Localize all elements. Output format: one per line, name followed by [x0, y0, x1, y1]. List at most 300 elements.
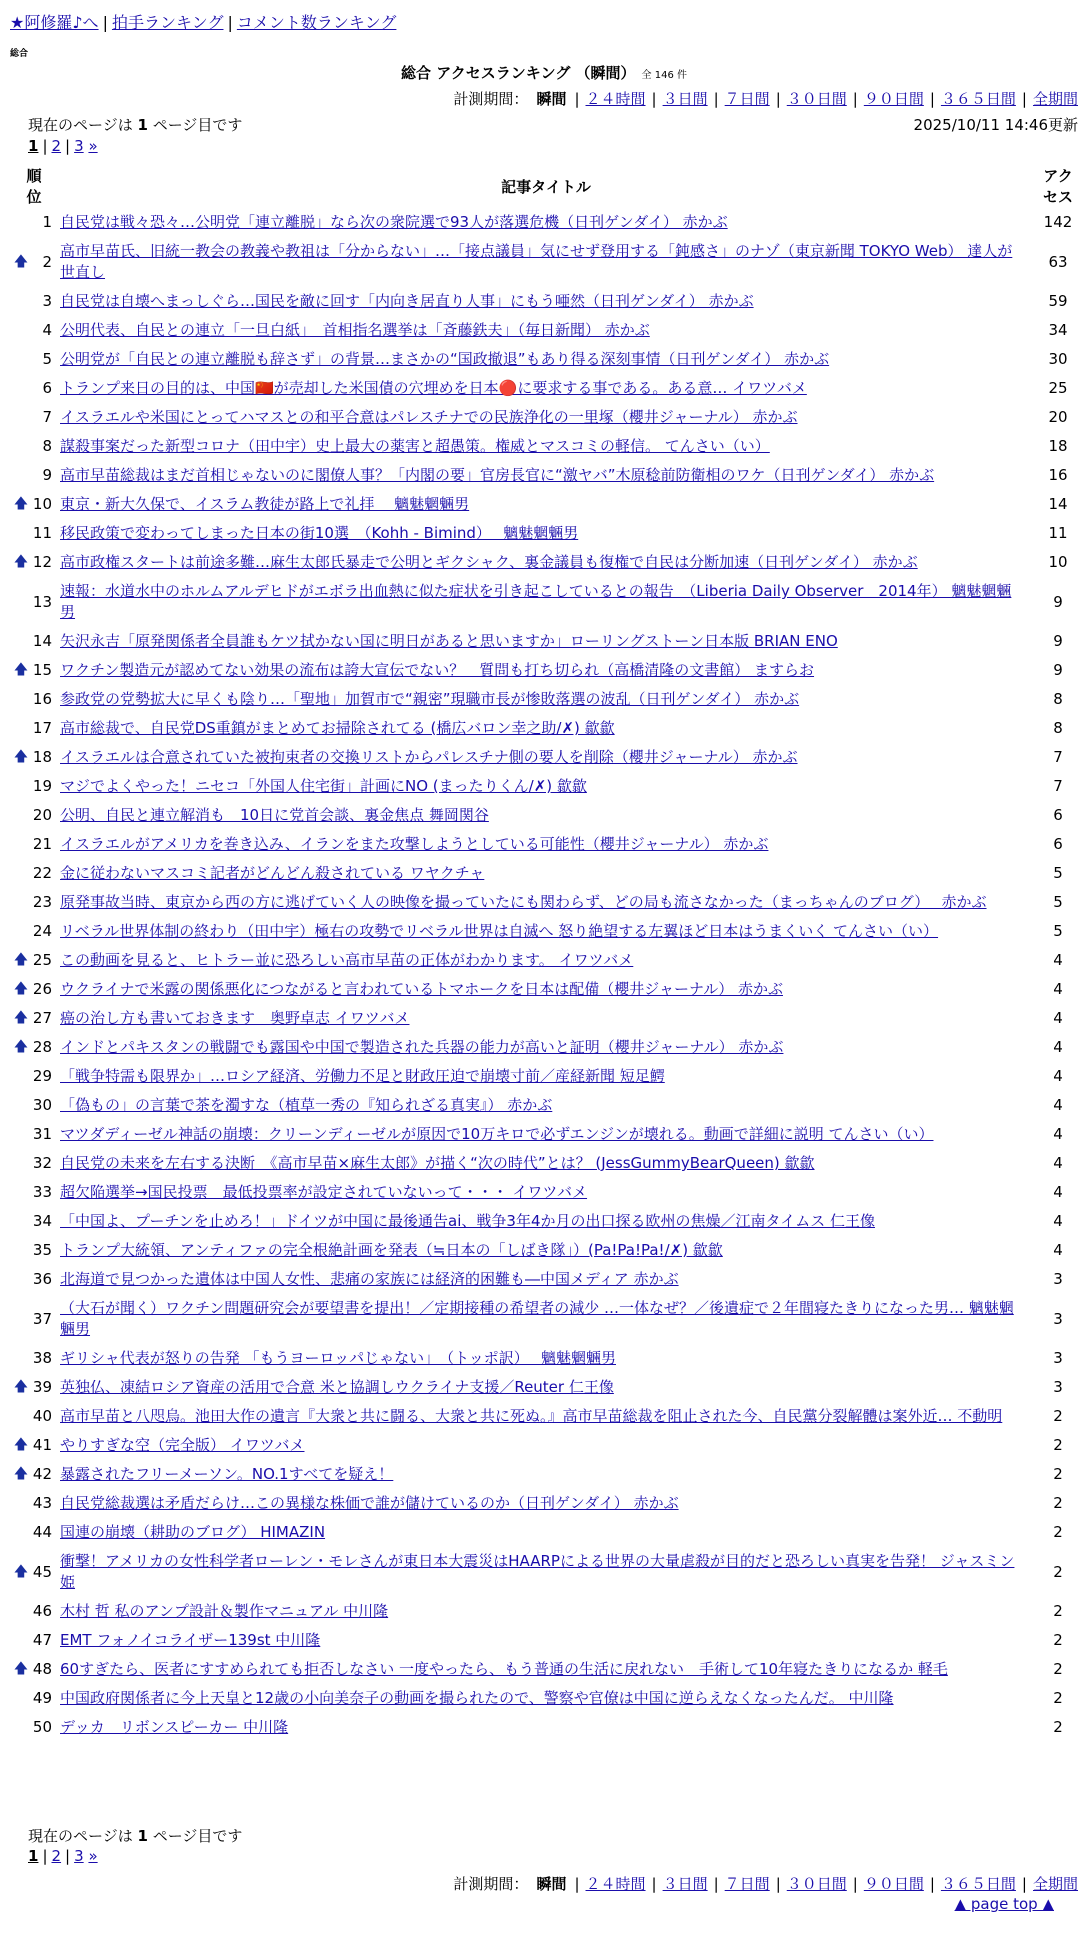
title-cell	[56, 1402, 1036, 1431]
up-arrow-icon: 🡅	[13, 554, 29, 570]
rank-number: 11	[32, 524, 52, 542]
article-link[interactable]: マジでよくやった！ニセコ「外国人住宅街」計画にNO (まったりくん/✗) 歙歙	[60, 777, 587, 795]
page-title	[0, 62, 1088, 83]
title-cell	[56, 685, 1036, 714]
table-row	[12, 432, 1080, 461]
status-line-bottom	[28, 1825, 1078, 1845]
table-row	[12, 519, 1080, 548]
title-cell	[56, 1236, 1036, 1265]
title-cell	[56, 1294, 1036, 1344]
period-link[interactable]: ２４時間	[585, 90, 646, 108]
rank-number: 50	[32, 1718, 52, 1736]
title-cell	[56, 1120, 1036, 1149]
rank-number: 46	[32, 1602, 52, 1620]
access-count: 4	[1053, 1038, 1063, 1056]
title-cell	[56, 1207, 1036, 1236]
rank-number: 2	[42, 252, 52, 271]
article-link[interactable]: 原発事故当時、東京から西の方に逃げていく人の映像を撮っていたにも関わらず、どの局も流さなかった（まっちゃんのブログ） 赤かぶ	[60, 893, 987, 911]
article-link[interactable]: 高市政権スタートは前途多難…麻生太郎氏暴走で公明とギクシャク、裏金議員も復権で自民は分断加速（日刊ゲンダイ） 赤かぶ	[60, 553, 918, 571]
title-cell	[56, 1431, 1036, 1460]
pager-separator: |	[42, 137, 48, 155]
table-row	[12, 345, 1080, 374]
access-count: 5	[1053, 893, 1063, 911]
rank-number: 44	[32, 1523, 52, 1541]
up-arrow-icon: 🡅	[13, 981, 29, 997]
article-link[interactable]: この動画を見ると、ヒトラー並に恐ろしい高市早苗の正体がわかります。 イワツバメ	[60, 951, 634, 969]
period-separator: |	[574, 1875, 580, 1893]
period-separator: |	[775, 1875, 781, 1893]
title-cell	[56, 316, 1036, 345]
page-top-link[interactable]: ▲ page top ▲	[954, 1895, 1054, 1913]
title-cell	[56, 1547, 1036, 1597]
article-link[interactable]: 自民党は戦々恐々…公明党「連立離脱」なら次の衆院選で93人が落選危機（日刊ゲンダイ） 赤かぶ	[60, 213, 728, 231]
article-link[interactable]: 癌の治し方も書いておきます 奥野卓志 イワツバメ	[60, 1009, 410, 1027]
title-cell	[56, 208, 1036, 237]
up-arrow-icon: 🡅	[13, 253, 29, 270]
article-link[interactable]: イスラエルがアメリカを巻き込み、イランをまた攻撃しようとしている可能性（櫻井ジャーナル） 赤かぶ	[60, 835, 769, 853]
article-link[interactable]: 英独仏、凍結ロシア資産の活用で合意 米と協調しウクライナ支援／Reuter 仁王像	[60, 1378, 614, 1396]
article-link[interactable]: 公明、自民と連立解消も 10日に党首会談、裏金焦点 舞岡関谷	[60, 806, 489, 824]
pager-separator: |	[42, 1847, 48, 1865]
access-count: 4	[1053, 1096, 1063, 1114]
title-cell	[56, 1655, 1036, 1684]
access-count: 3	[1053, 1270, 1063, 1288]
arrow-cell	[12, 577, 30, 627]
access-count: 2	[1053, 1407, 1063, 1425]
article-link[interactable]: 高市早苗総裁はまだ首相じゃないのに閣僚人事？「内閣の要」官房長官に“激ヤバ”木原稔前防衛相のワケ（日刊ゲンダイ） 赤かぶ	[60, 466, 935, 484]
access-count: 7	[1053, 748, 1063, 766]
title-cell	[56, 830, 1036, 859]
table-row	[12, 830, 1080, 859]
title-cell	[56, 743, 1036, 772]
title-cell	[56, 1713, 1036, 1742]
table-row	[12, 946, 1080, 975]
rank-number: 24	[32, 922, 52, 940]
period-label: 計測期間：	[453, 90, 529, 108]
rank-number: 20	[32, 806, 52, 824]
period-separator: |	[929, 90, 935, 108]
article-link[interactable]: 自民党総裁選は矛盾だらけ…この異様な株価で誰が儲けているのか（日刊ゲンダイ） 赤かぶ	[60, 1494, 679, 1512]
arrow-cell	[12, 1684, 30, 1713]
title-cell	[56, 237, 1036, 287]
pager-link[interactable]: 2	[51, 1847, 62, 1865]
access-count: 4	[1053, 980, 1063, 998]
article-link[interactable]: ウクライナで米露の関係悪化につながると言われているトマホークを日本は配備（櫻井ジャーナル） 赤かぶ	[60, 980, 783, 998]
title-cell	[56, 714, 1036, 743]
table-row	[12, 1489, 1080, 1518]
arrow-cell	[12, 1178, 30, 1207]
pager-link[interactable]: 2	[51, 137, 62, 155]
article-link[interactable]: 「戦争特需も限界か」…ロシア経済、労働力不足と財政圧迫で崩壊寸前／産経新聞 短足鰐	[60, 1067, 665, 1085]
period-separator: |	[852, 1875, 858, 1893]
period-separator: |	[651, 90, 657, 108]
period-link[interactable]: ３６５日間	[940, 90, 1016, 108]
title-cell	[56, 975, 1036, 1004]
pager-next-link[interactable]: »	[88, 137, 98, 155]
access-count: 3	[1053, 1378, 1063, 1396]
period-separator: |	[713, 1875, 719, 1893]
title-cell	[56, 432, 1036, 461]
rank-number: 41	[32, 1436, 52, 1454]
pager-bottom	[28, 1847, 98, 1865]
up-arrow-icon: 🡅	[13, 1466, 29, 1482]
title-cell	[56, 1091, 1036, 1120]
period-link[interactable]: ９０日間	[863, 1875, 924, 1893]
table-row	[12, 1149, 1080, 1178]
arrow-cell	[12, 1626, 30, 1655]
access-count: 9	[1053, 632, 1063, 650]
table-row	[12, 714, 1080, 743]
table-row	[12, 1236, 1080, 1265]
article-link[interactable]: 謀殺事案だった新型コロナ（田中宇）史上最大の薬害と超愚策。権威とマスコミの軽信。 てんさい（い）	[60, 437, 770, 455]
arrow-cell	[12, 1597, 30, 1626]
period-link[interactable]: ３日間	[662, 1875, 708, 1893]
arrow-cell	[12, 519, 30, 548]
rank-number: 22	[32, 864, 52, 882]
table-row	[12, 888, 1080, 917]
access-count: 4	[1053, 1183, 1063, 1201]
access-count: 4	[1053, 1125, 1063, 1143]
access-count: 34	[1048, 321, 1068, 339]
arrow-cell	[12, 208, 30, 237]
rank-number: 48	[32, 1660, 52, 1678]
table-row	[12, 627, 1080, 656]
rank-number: 35	[32, 1241, 52, 1259]
rank-number: 38	[32, 1349, 52, 1367]
article-link[interactable]: 国連の崩壊（耕助のブログ） HIMAZIN	[60, 1523, 326, 1541]
article-link[interactable]: 暴露されたフリーメーソン。NO.1すべてを疑え！	[60, 1465, 394, 1483]
access-count: 6	[1053, 835, 1063, 853]
article-link[interactable]: 矢沢永吉「原発関係者全員誰もケツ拭かない国に明日があると思いますか」ローリングストーン日本版 BRIAN ENO	[60, 632, 838, 650]
rank-number: 28	[32, 1038, 52, 1056]
period-separator: |	[651, 1875, 657, 1893]
table-row	[12, 1062, 1080, 1091]
pager-current: 1	[28, 137, 39, 155]
title-cell	[56, 403, 1036, 432]
table-row	[12, 917, 1080, 946]
access-count: 2	[1053, 1523, 1063, 1541]
table-row	[12, 859, 1080, 888]
table-row	[12, 1460, 1080, 1489]
title-cell	[56, 946, 1036, 975]
up-arrow-icon: 🡅	[13, 662, 29, 678]
title-cell	[56, 1004, 1036, 1033]
access-count: 59	[1048, 292, 1068, 310]
article-link[interactable]: 「中国よ、プーチンを止めろ！」ドイツが中国に最後通告ai、戦争3年4か月の出口探る欧州の焦燥／江南タイムス 仁王像	[60, 1212, 875, 1230]
rank-number: 29	[32, 1067, 52, 1085]
title-cell	[56, 1178, 1036, 1207]
updated-time: 2025/10/11 14:46更新	[913, 116, 1078, 134]
period-link[interactable]: ７日間	[724, 90, 770, 108]
rank-number: 25	[32, 951, 52, 969]
table-row	[12, 1713, 1080, 1742]
access-count: 4	[1053, 951, 1063, 969]
table-row	[12, 490, 1080, 519]
access-count: 2	[1053, 1660, 1063, 1678]
total-count: 全 146 件	[641, 70, 687, 81]
home-link[interactable]: ★阿修羅♪へ	[10, 13, 99, 32]
period-label: 計測期間：	[453, 1875, 529, 1893]
arrow-cell	[12, 627, 30, 656]
article-link[interactable]: マツダディーゼル神話の崩壊：クリーンディーゼルが原因で10万キロで必ずエンジンが壊れる。動画で詳細に説明 てんさい（い）	[60, 1125, 934, 1143]
article-link[interactable]: 超欠陥選挙→国民投票 最低投票率が設定されていないって・・・ イワツバメ	[60, 1183, 588, 1201]
up-arrow-icon: 🡅	[13, 1563, 29, 1580]
rank-number: 14	[32, 632, 52, 650]
article-link[interactable]: トランプ来日の目的は、中国🇨🇳が売却した米国債の穴埋めを日本🔴に要求する事である。ある意… イワツバメ	[60, 379, 807, 397]
title-cell	[56, 461, 1036, 490]
arrow-cell	[12, 830, 30, 859]
rank-number: 19	[32, 777, 52, 795]
arrow-cell	[12, 316, 30, 345]
access-count: 8	[1053, 719, 1063, 737]
title-cell	[56, 1518, 1036, 1547]
access-count: 16	[1048, 466, 1068, 484]
table-row	[12, 1265, 1080, 1294]
article-link[interactable]: イスラエルや米国にとってハマスとの和平合意はパレスチナでの民族浄化の一里塚（櫻井ジャーナル） 赤かぶ	[60, 408, 798, 426]
arrow-cell	[12, 772, 30, 801]
pager-separator: |	[65, 137, 71, 155]
access-count: 2	[1053, 1718, 1063, 1736]
period-link[interactable]: ３０日間	[786, 90, 847, 108]
access-count: 2	[1053, 1494, 1063, 1512]
arrow-cell	[12, 1062, 30, 1091]
arrow-cell	[12, 1402, 30, 1431]
title-cell	[56, 1344, 1036, 1373]
table-row	[12, 975, 1080, 1004]
article-link[interactable]: 高市早苗氏、旧統一教会の教義や教祖は「分からない」…「接点議員」気にせず登用する「鈍感さ」のナゾ（東京新聞 TOKYO Web） 達人が世直し	[60, 242, 1013, 281]
period-link[interactable]: ９０日間	[863, 90, 924, 108]
rank-number: 34	[32, 1212, 52, 1230]
table-row	[12, 743, 1080, 772]
table-row	[12, 685, 1080, 714]
title-cell	[56, 577, 1036, 627]
table-row	[12, 208, 1080, 237]
article-link[interactable]: トランプ大統領、アンティファの完全根絶計画を発表（≒日本の「しばき隊」）(Pa!Pa!Pa!/✗) 歙歙	[60, 1241, 723, 1259]
access-count: 18	[1048, 437, 1068, 455]
article-link[interactable]: （大石が聞く）ワクチン問題研究会が要望書を提出！／定期接種の希望者の減少 …一体なぜ？／後遺症で２年間寝たきりになった男… 魑魅魍魎男	[60, 1299, 1014, 1338]
period-link[interactable]: ３日間	[662, 90, 708, 108]
article-link[interactable]: 自民党の未来を左右する決断 《高市早苗×麻生太郎》が描く“次の時代”とは？ (JessGummyBearQueen) 歙歙	[60, 1154, 815, 1172]
article-link[interactable]: ギリシャ代表が怒りの告発 「もうヨーロッパじゃない」 （トッポ訳） 魑魅魍魎男	[60, 1349, 616, 1367]
title-cell	[56, 1684, 1036, 1713]
access-count: 3	[1053, 1309, 1063, 1328]
up-arrow-icon: 🡅	[13, 1010, 29, 1026]
article-link[interactable]: 自民党は自壊へまっしぐら…国民を敵に回す「内向き居直り人事」にもう唖然（日刊ゲンダイ） 赤かぶ	[60, 292, 754, 310]
title-cell	[56, 1373, 1036, 1402]
ranking-title: 総合 アクセスランキング （瞬間）	[401, 64, 636, 82]
pager-separator: |	[65, 1847, 71, 1865]
rank-number: 33	[32, 1183, 52, 1201]
title-cell	[56, 627, 1036, 656]
article-link[interactable]: インドとパキスタンの戦闘でも露国や中国で製造された兵器の能力が高いと証明（櫻井ジャーナル） 赤かぶ	[60, 1038, 784, 1056]
article-link[interactable]: 東京・新大久保で、イスラム教徒が路上で礼拝 魑魅魍魎男	[60, 495, 470, 513]
period-link[interactable]: 全期間	[1032, 1875, 1078, 1893]
article-link[interactable]: 衝撃！アメリカの女性科学者ローレン・モレさんが東日本大震災はHAARPによる世界の大量虐殺が目的だと恐ろしい真実を告発！ ジャスミン姫	[60, 1552, 1015, 1591]
table-row	[12, 1373, 1080, 1402]
table-row	[12, 1091, 1080, 1120]
rank-number: 36	[32, 1270, 52, 1288]
article-link[interactable]: 「偽もの」の言葉で茶を濁すな（植草一秀の『知られざる真実』） 赤かぶ	[60, 1096, 553, 1114]
period-separator: |	[713, 90, 719, 108]
applause-ranking-link[interactable]: 拍手ランキング	[111, 13, 224, 32]
article-link[interactable]: デッカ リボンスピーカー 中川隆	[60, 1718, 289, 1736]
rank-number: 9	[42, 466, 52, 484]
article-link[interactable]: ワクチン製造元が認めてない効果の流布は誇大宣伝でない？ 質問も打ち切られ（高橋清隆の文書館） ますらお	[60, 661, 815, 679]
period-separator: |	[929, 1875, 935, 1893]
period-link[interactable]: ３６５日間	[940, 1875, 1016, 1893]
table-row	[12, 548, 1080, 577]
arrow-cell	[12, 461, 30, 490]
rank-number: 40	[32, 1407, 52, 1425]
rank-number: 26	[32, 980, 52, 998]
access-count: 14	[1048, 495, 1068, 513]
rank-number: 23	[32, 893, 52, 911]
access-count: 63	[1048, 252, 1068, 271]
title-cell	[56, 287, 1036, 316]
article-link[interactable]: リベラル世界体制の終わり（田中宇）極右の攻勢でリベラル世界は自滅へ 怒り絶望する左翼ほど日本はうまくいく てんさい（い）	[60, 922, 939, 940]
arrow-cell	[12, 1294, 30, 1344]
rank-number: 1	[42, 213, 52, 231]
table-row	[12, 801, 1080, 830]
pager-link[interactable]: 3	[74, 137, 84, 155]
table-row	[12, 577, 1080, 627]
rank-number: 6	[42, 379, 52, 397]
period-selector-bottom	[453, 1873, 1078, 1894]
arrow-cell	[12, 1344, 30, 1373]
pager-link[interactable]: 3	[74, 1847, 84, 1865]
article-link[interactable]: 60すぎたら、医者にすすめられても拒否しなさい 一度やったら、もう普通の生活に戻れない 手術して10年寝たきりになるか 軽毛	[60, 1660, 948, 1678]
rank-number: 18	[32, 748, 52, 766]
period-link[interactable]: ２４時間	[585, 1875, 646, 1893]
period-separator: |	[1021, 90, 1027, 108]
period-link[interactable]: ３０日間	[786, 1875, 847, 1893]
article-link[interactable]: 速報：水道水中のホルムアルデヒドがエボラ出血熱に似た症状を引き起こしているとの報告 （Liberia Daily Observer 2014年） 魑魅魍魎男	[60, 582, 1012, 621]
period-link[interactable]: 全期間	[1032, 90, 1078, 108]
article-link[interactable]: 金に従わないマスコミ記者がどんどん殺されている ワヤクチャ	[60, 864, 485, 882]
title-cell	[56, 917, 1036, 946]
access-count: 20	[1048, 408, 1068, 426]
period-selector-top	[453, 88, 1078, 109]
article-link[interactable]: 公明党が「自民との連立離脱も辞さず」の背景…まさかの“国政撤退”もあり得る深刻事情（日刊ゲンダイ） 赤かぶ	[60, 350, 830, 368]
rank-number: 12	[32, 553, 52, 571]
rank-number: 21	[32, 835, 52, 853]
period-separator: |	[775, 90, 781, 108]
top-nav	[10, 10, 396, 33]
arrow-cell	[12, 1091, 30, 1120]
article-link[interactable]: 中国政府関係者に今上天皇と12歳の小向美奈子の動画を撮られたので、警察や官僚は中国に逆らえなくなったんだ。 中川隆	[60, 1689, 894, 1707]
period-link[interactable]: ７日間	[724, 1875, 770, 1893]
article-link[interactable]: 木村 哲 私のアンプ設計＆製作マニュアル 中川隆	[60, 1602, 389, 1620]
access-count: 9	[1053, 592, 1063, 611]
article-link[interactable]: やりすぎな空（完全版） イワツバメ	[60, 1436, 305, 1454]
table-row	[12, 1518, 1080, 1547]
current-page-text: 現在のページは 1 ページ目です	[28, 1827, 243, 1845]
table-row	[12, 1597, 1080, 1626]
nav-separator: |	[102, 13, 108, 32]
title-cell	[56, 772, 1036, 801]
article-link[interactable]: 公明代表、自民との連立「一旦白紙」 首相指名選挙は「斉藤鉄夫」（毎日新聞） 赤かぶ	[60, 321, 650, 339]
category-label: 総合	[10, 49, 29, 59]
title-cell	[56, 345, 1036, 374]
access-count: 4	[1053, 1154, 1063, 1172]
rank-number: 4	[42, 321, 52, 339]
arrow-cell	[12, 1236, 30, 1265]
access-count: 4	[1053, 1212, 1063, 1230]
rank-number: 16	[32, 690, 52, 708]
arrow-cell	[12, 859, 30, 888]
up-arrow-icon: 🡅	[13, 1379, 29, 1395]
rank-number: 13	[32, 592, 52, 611]
title-cell	[56, 519, 1036, 548]
col-rank-header: 順位	[26, 167, 42, 206]
access-count: 4	[1053, 1241, 1063, 1259]
up-arrow-icon: 🡅	[13, 496, 29, 512]
title-cell	[56, 548, 1036, 577]
arrow-cell	[12, 1489, 30, 1518]
rank-number: 45	[32, 1562, 52, 1581]
title-cell	[56, 888, 1036, 917]
article-link[interactable]: 高市総裁で、自民党DS重鎮がまとめてお掃除されてる (橋広バロン幸之助/✗) 歙歙	[60, 719, 615, 737]
rank-number: 49	[32, 1689, 52, 1707]
access-count: 2	[1053, 1689, 1063, 1707]
access-count: 10	[1048, 553, 1068, 571]
article-link[interactable]: 高市早苗と八咫烏。池田大作の遺言『大衆と共に闘る、大衆と共に死ぬ。』高市早苗総裁を阻止された今、自民黨分裂解體は案外近… 不動明	[60, 1407, 1003, 1425]
table-row	[12, 1684, 1080, 1713]
title-cell	[56, 374, 1036, 403]
title-cell	[56, 1460, 1036, 1489]
rank-number: 15	[32, 661, 52, 679]
period-current: 瞬間	[536, 90, 567, 108]
table-row	[12, 374, 1080, 403]
arrow-cell	[12, 801, 30, 830]
table-row	[12, 461, 1080, 490]
title-cell	[56, 801, 1036, 830]
table-row	[12, 1626, 1080, 1655]
col-title-header: 記事タイトル	[501, 177, 591, 196]
table-row	[12, 1033, 1080, 1062]
access-count: 9	[1053, 661, 1063, 679]
arrow-cell	[12, 1518, 30, 1547]
article-link[interactable]: 北海道で見つかった遺体は中国人女性、悲痛の家族には経済的困難も―中国メディア 赤かぶ	[60, 1270, 679, 1288]
up-arrow-icon: 🡅	[13, 1661, 29, 1677]
access-count: 5	[1053, 864, 1063, 882]
article-link[interactable]: 移民政策で変わってしまった日本の街10選 （Kohh - Bimind） 魑魅魍魎男	[60, 524, 579, 542]
access-count: 4	[1053, 1009, 1063, 1027]
arrow-cell	[12, 1120, 30, 1149]
access-count: 6	[1053, 806, 1063, 824]
access-count: 3	[1053, 1349, 1063, 1367]
table-row	[12, 1120, 1080, 1149]
access-count: 5	[1053, 922, 1063, 940]
article-link[interactable]: EMT フォノイコライザー139st 中川隆	[60, 1631, 321, 1649]
table-row	[12, 287, 1080, 316]
article-link[interactable]: 参政党の党勢拡大に早くも陰り…「聖地」加賀市で“親密”現職市長が惨敗落選の波乱（日刊ゲンダイ） 赤かぶ	[60, 690, 800, 708]
rank-number: 10	[32, 495, 52, 513]
title-cell	[56, 1062, 1036, 1091]
access-count: 2	[1053, 1631, 1063, 1649]
pager-next-link[interactable]: »	[88, 1847, 98, 1865]
table-row	[12, 1344, 1080, 1373]
access-count: 11	[1048, 524, 1068, 542]
access-count: 30	[1048, 350, 1068, 368]
arrow-cell	[12, 345, 30, 374]
pager-current: 1	[28, 1847, 39, 1865]
title-cell	[56, 1265, 1036, 1294]
arrow-cell	[12, 917, 30, 946]
article-link[interactable]: イスラエルは合意されていた被拘束者の交換リストからパレスチナ側の要人を削除（櫻井ジャーナル） 赤かぶ	[60, 748, 798, 766]
rank-number: 39	[32, 1378, 52, 1396]
comment-ranking-link[interactable]: コメント数ランキング	[236, 13, 397, 32]
